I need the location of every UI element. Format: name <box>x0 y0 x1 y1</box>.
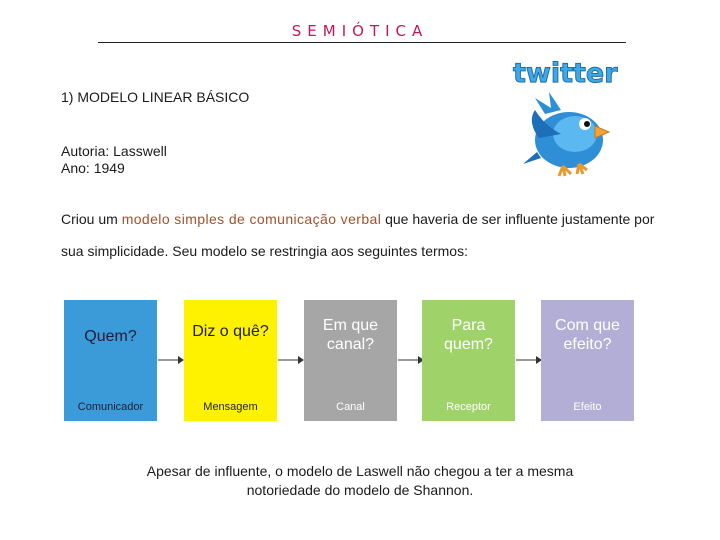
box-label: Canal <box>336 401 365 413</box>
title-divider <box>98 42 626 43</box>
section-heading: 1) MODELO LINEAR BÁSICO <box>61 89 250 105</box>
box-question: Com que efeito? <box>555 317 620 353</box>
paragraph-text-start: Criou um <box>61 211 122 227</box>
box-communicator <box>64 300 157 421</box>
arrow-right-icon <box>398 355 424 365</box>
box-question: Quem? <box>84 328 137 345</box>
box-question: Diz o quê? <box>192 323 269 340</box>
box-label: Receptor <box>446 401 491 413</box>
box-channel <box>304 300 397 421</box>
box-effect <box>541 300 634 421</box>
box-message <box>184 300 277 421</box>
box-question: Em que canal? <box>322 317 379 353</box>
twitter-wordmark: twitter <box>513 58 618 89</box>
box-receiver <box>422 300 515 421</box>
box-label: Mensagem <box>203 401 258 413</box>
twitter-bird-icon <box>505 52 635 180</box>
box-label: Efeito <box>573 401 602 413</box>
box-question: Para quem? <box>444 317 493 353</box>
arrow-right-icon <box>278 355 304 365</box>
closing-paragraph: Apesar de influente, o modelo de Laswell não chegou a ter a mesma notoriedade do modelo de Shannon. <box>146 463 574 498</box>
author-info <box>61 143 167 177</box>
lasswell-model-diagram <box>64 300 634 422</box>
arrow-right-icon <box>516 355 542 365</box>
page-title: SEMIÓTICA <box>291 22 429 40</box>
year-line: Ano: 1949 <box>61 160 125 176</box>
arrow-right-icon <box>158 355 184 365</box>
box-label: Comunicador <box>77 401 144 413</box>
highlighted-phrase: modelo simples de comunicação verbal <box>121 211 382 227</box>
paragraph-text-end: que haveria de ser influente justamente por sua simplicidade. Seu modelo se restringia aos seguintes termos: <box>61 211 655 259</box>
twitter-logo <box>505 52 635 180</box>
author-line: Autoria: Lasswell <box>61 143 167 159</box>
description-paragraph <box>61 203 661 267</box>
